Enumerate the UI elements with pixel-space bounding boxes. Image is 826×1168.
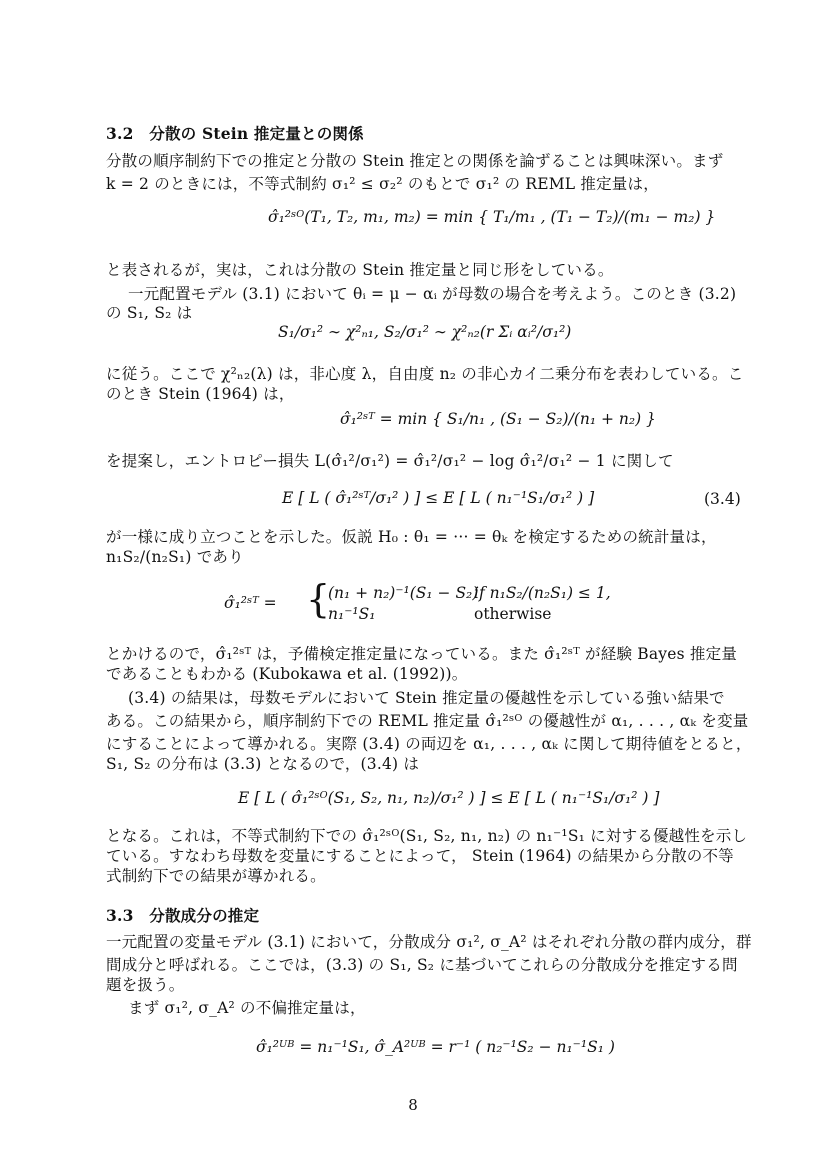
text-line: まず σ₁², σ_A² の不偏推定量は， xyxy=(128,999,366,1017)
text-line: k = 2 のときには，不等式制約 σ₁² ≤ σ₂² のもとで σ₁² の REML 推定量は， xyxy=(106,175,659,193)
text-line: と表されるが，実は，これは分散の Stein 推定量と同じ形をしている。 xyxy=(106,261,614,279)
equation-case-1: (n₁ + n₂)⁻¹(S₁ − S₂) xyxy=(328,584,479,602)
equation-unbiased-estimators: σ̂₁²ᵁᴮ = n₁⁻¹S₁, σ̂_A²ᵁᴮ = r⁻¹ ( n₂⁻¹S₂ − n₁⁻¹S₁ ) xyxy=(256,1038,615,1056)
page-number: 8 xyxy=(408,1096,418,1114)
equation-case-2-condition: otherwise xyxy=(474,605,552,623)
section-heading-3-2: 3.2 分散の Stein 推定量との関係 xyxy=(106,124,364,143)
section-heading-3-3: 3.3 分散成分の推定 xyxy=(106,906,260,925)
text-line: (3.4) の結果は，母数モデルにおいて Stein 推定量の優越性を示している強い結果で xyxy=(128,689,725,707)
equation-distributions: S₁/σ₁² ∼ χ²ₙ₁, S₂/σ₁² ∼ χ²ₙ₂(r Σᵢ αᵢ²/σ₁²) xyxy=(278,323,572,341)
left-brace-icon: { xyxy=(306,577,331,621)
text-line: 分散の順序制約下での推定と分散の Stein 推定との関係を論ずることは興味深い。まず xyxy=(106,152,724,170)
equation-3-4: E [ L ( σ̂₁²ˢᵀ/σ₁² ) ] ≤ E [ L ( n₁⁻¹S₁/σ₁² ) ] xyxy=(282,489,595,507)
equation-reml-estimator: σ̂₁²ˢᴼ(T₁, T₂, m₁, m₂) = min { T₁/m₁ , (T₁ − T₂)/(m₁ − m₂) } xyxy=(268,208,716,226)
text-line: に従う。ここで χ²ₙ₂(λ) は，非心度 λ，自由度 n₂ の非心カイ二乗分布を表わしている。こ xyxy=(106,365,744,383)
equation-stein-estimator: σ̂₁²ˢᵀ = min { S₁/n₁ , (S₁ − S₂)/(n₁ + n₂) } xyxy=(340,410,656,428)
text-line: のとき Stein (1964) は， xyxy=(106,385,295,403)
text-line: 一元配置の変量モデル (3.1) において，分散成分 σ₁², σ_A² はそれぞれ分散の群内成分，群 xyxy=(106,933,752,951)
text-line: の S₁, S₂ は xyxy=(106,304,193,322)
text-line: にすることによって導かれる。実際 (3.4) の両辺を α₁, . . . , αₖ に関して期待値をとると， xyxy=(106,735,752,753)
text-line: 一元配置モデル (3.1) において θᵢ = μ − αᵢ が母数の場合を考えよう。このとき (3.2) xyxy=(128,285,737,303)
equation-number: (3.4) xyxy=(704,490,741,508)
text-line: n₁S₂/(n₂S₁) であり xyxy=(106,548,244,566)
text-line: ある。この結果から，順序制約下での REML 推定量 σ̂₁²ˢᴼ の優越性が α₁, . . . , αₖ を変量 xyxy=(106,712,749,730)
text-line: ている。すなわち母数を変量にすることによって， Stein (1964) の結果から分散の不等 xyxy=(106,847,734,865)
text-line: 間成分と呼ばれる。ここでは，(3.3) の S₁, S₂ に基づいてこれらの分散成分を推定する問 xyxy=(106,956,738,974)
equation-piecewise-lhs: σ̂₁²ˢᵀ = xyxy=(224,594,277,612)
text-line: S₁, S₂ の分布は (3.3) となるので，(3.4) は xyxy=(106,755,420,773)
equation-case-2: n₁⁻¹S₁ xyxy=(328,605,376,623)
text-line: が一様に成り立つことを示した。仮説 H₀ : θ₁ = ··· = θₖ を検定するための統計量は， xyxy=(106,528,717,546)
text-line: 題を扱う。 xyxy=(106,976,185,994)
text-line: であることもわかる (Kubokawa et al. (1992))。 xyxy=(106,665,468,683)
text-line: とかけるので，σ̂₁²ˢᵀ は，予備検定推定量になっている。また σ̂₁²ˢᵀ が経験 Bayes 推定量 xyxy=(106,645,738,663)
text-line: となる。これは，不等式制約下での σ̂₁²ˢᴼ(S₁, S₂, n₁, n₂) の n₁⁻¹S₁ に対する優越性を示し xyxy=(106,827,748,845)
text-line: 式制約下での結果が導かれる。 xyxy=(106,867,326,885)
equation-case-1-condition: if n₁S₂/(n₂S₁) ≤ 1, xyxy=(474,584,611,602)
equation-so-dominance: E [ L ( σ̂₁²ˢᴼ(S₁, S₂, n₁, n₂)/σ₁² ) ] ≤ E [ L ( n₁⁻¹S₁/σ₁² ) ] xyxy=(238,789,660,807)
text-line: を提案し，エントロピー損失 L(σ̂₁²/σ₁²) = σ̂₁²/σ₁² − log σ̂₁²/σ₁² − 1 に関して xyxy=(106,452,674,470)
